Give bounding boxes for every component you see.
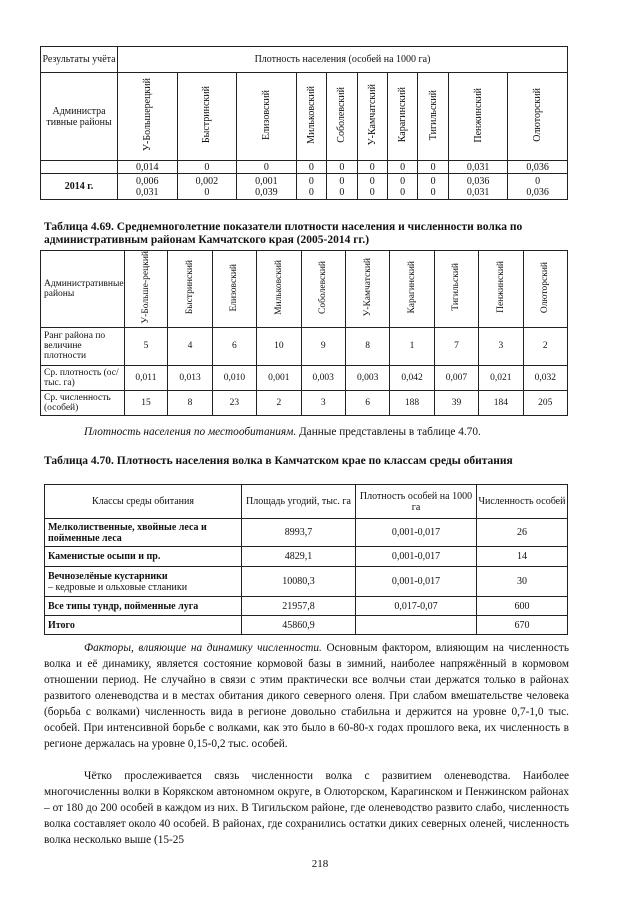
row-label: Ср. численность (особей) xyxy=(41,390,125,415)
cell: 10 xyxy=(257,327,301,365)
density-table-2014 xyxy=(40,46,568,200)
cell: 0,036 xyxy=(508,161,568,174)
header-admin: Административные районы xyxy=(41,251,125,328)
district-name: Соболевский xyxy=(336,87,348,143)
density-cell: 0,017-0,07 xyxy=(356,597,477,616)
cell: 0,014 xyxy=(118,161,178,174)
district-header xyxy=(479,251,523,328)
row-label-2014: 2014 г. xyxy=(41,174,118,200)
area-cell: 8993,7 xyxy=(242,519,356,547)
cell: 0,001 xyxy=(257,365,301,390)
cell: 0 xyxy=(327,161,357,174)
cell: 39 xyxy=(434,390,478,415)
count-cell: 26 xyxy=(477,519,568,547)
district-name: Тигильский xyxy=(451,263,462,312)
header-admin: Администра тивные районы xyxy=(41,73,118,161)
row-label: Ранг района по величине плотности xyxy=(41,327,125,365)
district-name: Олюторский xyxy=(540,261,551,313)
habitat-name: Мелколиственные, хвойные леса и пойменные леса xyxy=(45,519,242,547)
cell: 23 xyxy=(212,390,256,415)
header-habitat: Классы среды обитания xyxy=(45,485,242,519)
district-header xyxy=(434,251,478,328)
cell: 1 xyxy=(390,327,434,365)
table-row xyxy=(41,161,568,174)
habitat-density-paragraph: Плотность населения по местообитаниям. Данные представлены в таблице 4.70. xyxy=(84,426,481,438)
cell: 0,036 0,031 xyxy=(448,174,508,200)
cell: 3 xyxy=(479,327,523,365)
district-name: Мильковский xyxy=(305,86,317,144)
cell: 6 xyxy=(212,327,256,365)
cell: 0,006 0,031 xyxy=(118,174,178,200)
cell: 0,011 xyxy=(124,365,168,390)
density-cell: 0,001-0,017 xyxy=(356,547,477,567)
district-header xyxy=(418,73,448,161)
table-row xyxy=(45,567,568,597)
table-caption-4-69: Таблица 4.69. Среднемноголетние показатели плотности населения и численности волка по административным районам Камчатского края (2005-2014 гг.) xyxy=(44,221,523,246)
district-name: У-Камчатский xyxy=(362,258,373,317)
cell: 0,010 xyxy=(212,365,256,390)
district-name: У-Больше-рецкий xyxy=(140,251,151,324)
cell: 0 0 xyxy=(357,174,387,200)
cell: 15 xyxy=(124,390,168,415)
cell: 0 0 xyxy=(327,174,357,200)
cell: 184 xyxy=(479,390,523,415)
district-name: Быстринский xyxy=(201,86,213,144)
district-header xyxy=(118,73,178,161)
header-area: Площадь угодий, тыс. га xyxy=(242,485,356,519)
cell: 0 xyxy=(177,161,237,174)
factors-paragraph: Факторы, влияющие на динамику численности. Основным фактором, влияющим на численность волка и её динамику, является состояние кормовой базы в зимний, наиболее напряжённый в кормовом отношении период. Не случайно в связи с этим практически все волчьи стаи держатся только в районах развитого оленеводства и в местах обитания дикого северного оленя. При слабом вмешательстве человека (борьба с волками) численность вида в регионе довольно стабильна и держится на уровне 0,7-1,0 тыс. особей. При интенсивной борьбе с волками, как это было в 60-80-х годах прошлого века, их численность в регионе держалась на уровне 0,15-0,2 тыс. особей. xyxy=(44,642,570,750)
cell: 0,042 xyxy=(390,365,434,390)
cell: 8 xyxy=(345,327,389,365)
district-name: Соболевский xyxy=(318,260,329,314)
cell: 3 xyxy=(301,390,345,415)
district-name: Пенжинский xyxy=(495,261,506,314)
district-name: Елизовский xyxy=(229,263,240,312)
cell: 9 xyxy=(301,327,345,365)
district-header xyxy=(387,73,417,161)
district-header xyxy=(357,73,387,161)
cell: 0 xyxy=(357,161,387,174)
district-name: Карагинский xyxy=(407,261,418,314)
district-name: У-Камчатский xyxy=(366,84,378,146)
count-cell: 30 xyxy=(477,567,568,597)
district-name: Карагинский xyxy=(397,87,409,143)
area-cell: 10080,3 xyxy=(242,567,356,597)
district-header xyxy=(390,251,434,328)
district-header xyxy=(523,251,567,328)
table-row-total xyxy=(45,616,568,635)
empty-cell xyxy=(41,161,118,174)
cell: 8 xyxy=(168,390,212,415)
district-header xyxy=(237,73,297,161)
density-cell xyxy=(356,616,477,635)
cell: 0 xyxy=(387,161,417,174)
habitat-name: Вечнозелёные кустарники xyxy=(48,570,168,582)
header-count: Численность особей xyxy=(477,485,568,519)
count-cell: 670 xyxy=(477,616,568,635)
district-header xyxy=(508,73,568,161)
page-number: 218 xyxy=(311,858,329,870)
habitat-subname: – кедровые и ольховые стланики xyxy=(48,581,188,593)
cell: 0,003 xyxy=(301,365,345,390)
table-row xyxy=(45,597,568,616)
cell: 205 xyxy=(523,390,567,415)
district-name: Елизовский xyxy=(260,89,272,140)
district-header xyxy=(168,251,212,328)
district-name: Мильковский xyxy=(273,259,284,315)
habitat-name: Каменистые осыпи и пр. xyxy=(45,547,242,567)
cell: 0 xyxy=(237,161,297,174)
table-row xyxy=(45,519,568,547)
district-header xyxy=(257,251,301,328)
cell: 4 xyxy=(168,327,212,365)
cell: 188 xyxy=(390,390,434,415)
cell: 5 xyxy=(124,327,168,365)
district-header xyxy=(177,73,237,161)
cell: 0 0 xyxy=(296,174,326,200)
district-header xyxy=(345,251,389,328)
district-header xyxy=(448,73,508,161)
table-row xyxy=(41,390,568,415)
cell: 0,013 xyxy=(168,365,212,390)
cell: 0,002 0 xyxy=(177,174,237,200)
district-header xyxy=(212,251,256,328)
district-name: Пенжинский xyxy=(472,87,484,143)
row-label: Ср. плотность (ос/тыс. га) xyxy=(41,365,125,390)
cell: 0,032 xyxy=(523,365,567,390)
table-row xyxy=(45,547,568,567)
cell: 0 xyxy=(418,161,448,174)
cell: 7 xyxy=(434,327,478,365)
cell: 2 xyxy=(257,390,301,415)
habitat-class-table xyxy=(44,484,568,635)
area-cell: 21957,8 xyxy=(242,597,356,616)
cell: 0,021 xyxy=(479,365,523,390)
table-caption-4-70: Таблица 4.70. Плотность населения волка в Камчатском крае по классам среды обитания xyxy=(44,455,513,467)
reindeer-paragraph: Чётко прослеживается связь численности волка с развитием оленеводства. Наиболее многочисленны волки в Корякском автономном округе, в Олюторском, Карагинском и Пенжинском районах – от 180 до 200 особей в каждом из них. В Тигильском районе, где оленеводство развито слабо, численность волка составляет около 40 особей. В районах, где сохранились остатки диких северных оленей, численность волка несколько выше (15-25 xyxy=(44,770,569,846)
table-row xyxy=(41,174,568,200)
total-label: Итого xyxy=(45,616,242,635)
district-name: У-Большерецкий xyxy=(141,78,153,152)
count-cell: 600 xyxy=(477,597,568,616)
header-density: Плотность особей на 1000 га xyxy=(356,485,477,519)
cell: 0,003 xyxy=(345,365,389,390)
habitat-name-cell xyxy=(45,567,242,597)
district-name: Быстринский xyxy=(185,260,195,315)
district-header xyxy=(327,73,357,161)
cell: 0,007 xyxy=(434,365,478,390)
header-density: Плотность населения (особей на 1000 га) xyxy=(118,47,568,73)
district-name: Тигильский xyxy=(427,89,439,141)
cell: 0 xyxy=(296,161,326,174)
district-name: Олюторский xyxy=(532,88,544,142)
table-row xyxy=(41,327,568,365)
area-cell: 45860,9 xyxy=(242,616,356,635)
density-cell: 0,001-0,017 xyxy=(356,519,477,547)
cell: 6 xyxy=(345,390,389,415)
cell: 0,001 0,039 xyxy=(237,174,297,200)
district-header xyxy=(296,73,326,161)
district-header xyxy=(301,251,345,328)
district-header xyxy=(124,251,168,328)
density-cell: 0,001-0,017 xyxy=(356,567,477,597)
table-row xyxy=(41,365,568,390)
cell: 0,031 xyxy=(448,161,508,174)
habitat-name: Все типы тундр, пойменные луга xyxy=(45,597,242,616)
cell: 0 0,036 xyxy=(508,174,568,200)
cell: 2 xyxy=(523,327,567,365)
cell: 0 0 xyxy=(387,174,417,200)
area-cell: 4829,1 xyxy=(242,547,356,567)
header-results: Результаты учёта xyxy=(41,47,118,73)
avg-density-table xyxy=(40,250,568,416)
cell: 0 0 xyxy=(418,174,448,200)
count-cell: 14 xyxy=(477,547,568,567)
